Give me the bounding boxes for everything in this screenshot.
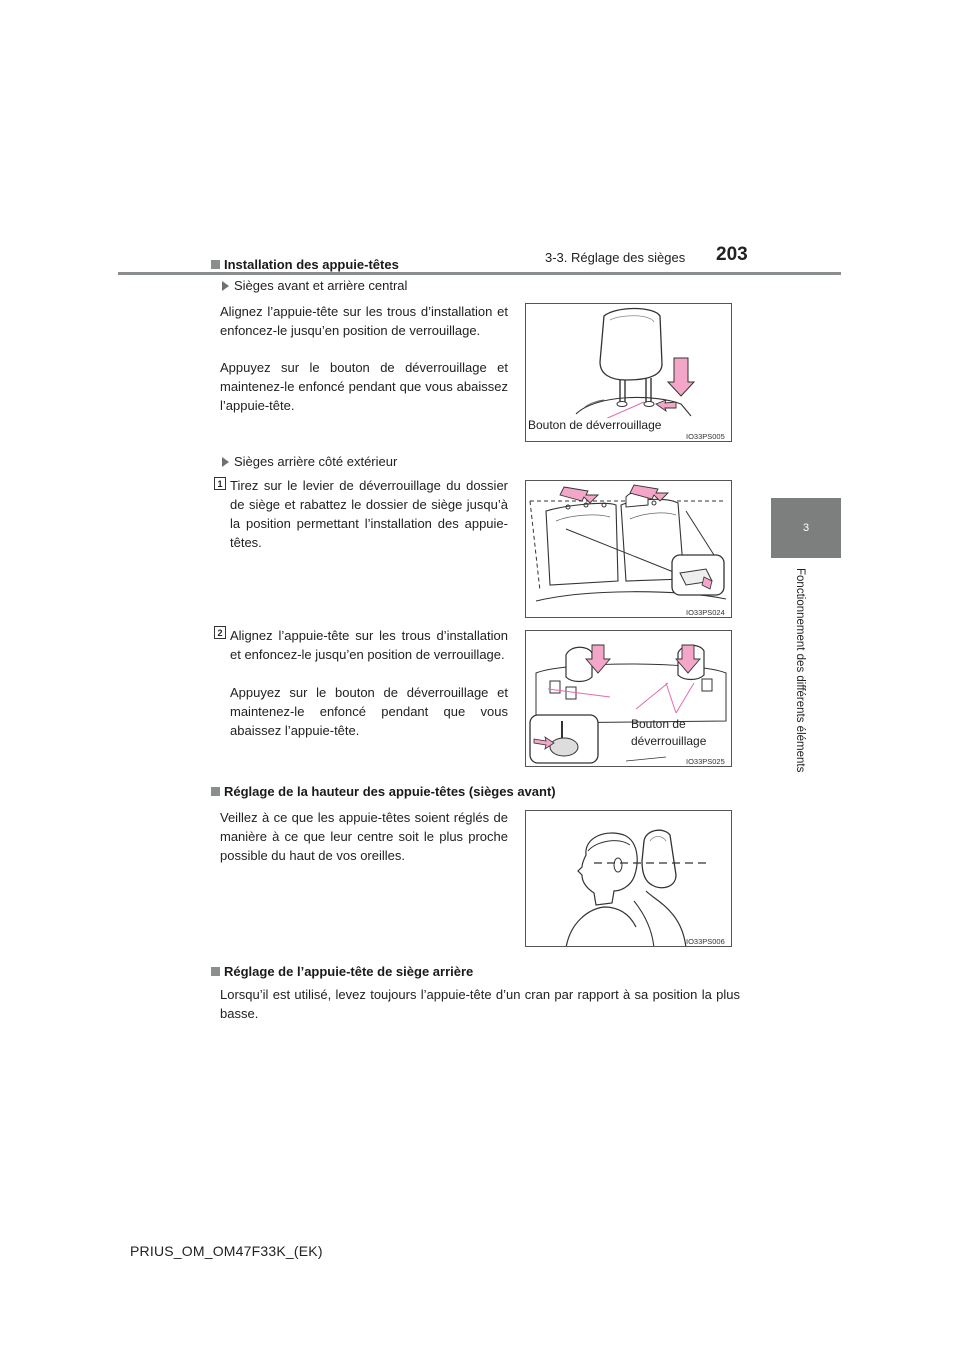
triangle-bullet-icon	[222, 281, 229, 291]
square-bullet-icon	[211, 260, 220, 269]
step-1-text: Tirez sur le levier de déverrouillage du dossier de siège et rabattez le dossier de siège jusqu’à la position permettant l’installation des appuie-têtes.	[230, 478, 508, 550]
step-2-paragraph-1: Alignez l’appuie-tête sur les trous d’installation et enfoncez-le jusqu’en position de verrouillage.	[230, 628, 508, 662]
footer-code: PRIUS_OM_OM47F33K_(EK)	[130, 1243, 323, 1259]
rear-seat-illustration	[526, 481, 732, 618]
front-subtitle: Sièges avant et arrière central	[222, 278, 407, 293]
head-position-illustration	[526, 811, 732, 947]
release-label-line-2: déverrouillage	[631, 734, 707, 748]
step-1-badge: 1	[214, 477, 226, 490]
header-rule	[118, 272, 841, 275]
chapter-number: 3	[802, 522, 810, 534]
figure-code: IO33PS025	[686, 757, 725, 766]
install-heading: Installation des appuie-têtes	[211, 257, 399, 272]
square-bullet-icon	[211, 967, 220, 976]
figure-code: IO33PS024	[686, 608, 725, 617]
height-text: Veillez à ce que les appuie-têtes soient réglés de manière à ce que leur centre soit le plus proche possible du haut de vos oreilles.	[220, 810, 508, 863]
figure-rear-seat-fold	[525, 480, 732, 618]
chapter-title: Fonctionnement des différents éléments	[794, 568, 806, 773]
chapter-title-vertical	[790, 568, 810, 778]
triangle-bullet-icon	[222, 457, 229, 467]
figure-code: IO33PS005	[686, 432, 725, 441]
front-paragraph-2: Appuyez sur le bouton de déverrouillage et maintenez-le enfoncé pendant que vous abaissez l’appuie-tête.	[220, 360, 508, 413]
figure-rear-headrest	[525, 630, 732, 767]
front-paragraph-1: Alignez l’appuie-tête sur les trous d’installation et enfoncez-le jusqu’en position de verrouillage.	[220, 304, 508, 338]
page-number: 203	[716, 244, 748, 265]
section-heading: 3-3. Réglage des sièges	[545, 250, 686, 265]
rear-subtitle: Sièges arrière côté extérieur	[222, 454, 397, 469]
figure-head-position	[525, 810, 732, 947]
figure-front-headrest	[525, 303, 732, 442]
step-2-badge: 2	[214, 626, 226, 639]
figure-code: IO33PS006	[686, 937, 725, 946]
release-button-label-2	[631, 716, 706, 750]
release-label-line-1: Bouton de	[631, 717, 686, 731]
rear-adjust-heading: Réglage de l’appuie-tête de siège arrière	[211, 964, 473, 979]
rear-adjust-text: Lorsqu’il est utilisé, levez toujours l’appuie-tête d’un cran par rapport à sa position la plus basse.	[220, 987, 740, 1021]
square-bullet-icon	[211, 787, 220, 796]
step-2-paragraph-2: Appuyez sur le bouton de déverrouillage et maintenez-le enfoncé pendant que vous abaissez l’appuie-tête.	[230, 685, 508, 738]
height-heading: Réglage de la hauteur des appuie-têtes (sièges avant)	[211, 784, 556, 799]
release-button-label: Bouton de déverrouillage	[528, 418, 662, 432]
